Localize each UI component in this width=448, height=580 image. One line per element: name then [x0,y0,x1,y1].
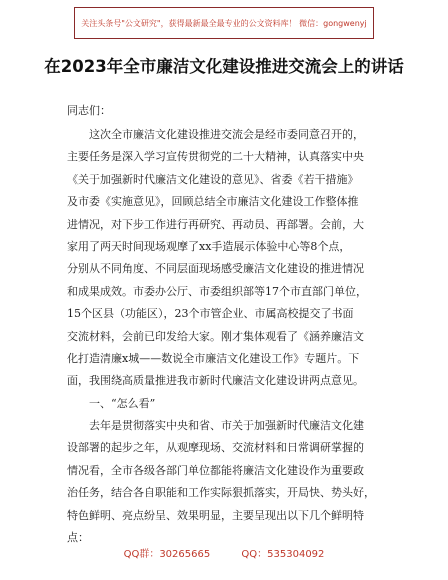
body-line: 《关于加强新时代廉洁文化建设的意见》、省委《若干措施》 [67,172,359,186]
section-heading: 一、“怎么看” [89,396,156,410]
body-line: 家用了两天时间现场观摩了xx手造展示体验中心等8个点， [67,239,351,253]
qq-contact: QQ：535304092 [241,549,325,560]
body-line: 及市委《实施意见》，回顾总结全市廉洁文化建设工作整体推 [67,195,359,209]
body-line: 15个区县（功能区），23个市管企业、市属高校提交了书面 [67,307,354,321]
greeting: 同志们： [67,104,111,117]
body-line: 面，我围绕高质量推进我市新时代廉洁文化建设讲两点意见。 [67,374,364,388]
document-title: 在2023年全市廉洁文化建设推进交流会上的讲话 [44,57,404,76]
qq-group: QQ群：30265665 [123,549,211,560]
document-body [67,124,383,549]
body-line: 交流材料，会前已印发给大家。刚才集体观看了《涵养廉洁文 [67,329,364,343]
body-line: 治任务，结合各自职能和工作实际狠抓落实，开局快、势头好， [67,486,375,500]
body-line: 点： [67,531,89,545]
body-line: 特色鲜明、亮点纷呈、效果明显，主要呈现出以下几个鲜明特 [67,508,364,522]
body-line: 这次全市廉洁文化建设推进交流会是经市委同意召开的， [89,128,364,141]
body-line: 去年是贯彻落实中央和省、市关于加强新时代廉洁文化建 [89,419,364,433]
footer-contacts [0,545,448,560]
body-line: 主要任务是深入学习宣传贯彻党的二十大精神，认真落实中央 [67,150,364,164]
body-line: 化打造清廉x城——数说全市廉洁文化建设工作》专题片。下 [67,351,360,365]
body-line: 设部署的起步之年，从观摩现场、交流材料和日常调研掌握的 [67,441,364,455]
body-line: 分别从不同角度、不同层面现场感受廉洁文化建设的推进情况 [67,262,364,276]
body-line: 和成果成效。市委办公厅、市委组织部等17个市直部门单位， [67,284,367,298]
body-line: 进情况，对下步工作进行再研究、再动员、再部署。会前，大 [67,217,364,231]
body-line: 情况看，全市各级各部门单位都能将廉洁文化建设作为重要政 [67,463,364,477]
header-banner: 关注头条号"公文研究"，获得最新最全最专业的公文资料库！ 微信：gongwenyj [74,7,374,39]
